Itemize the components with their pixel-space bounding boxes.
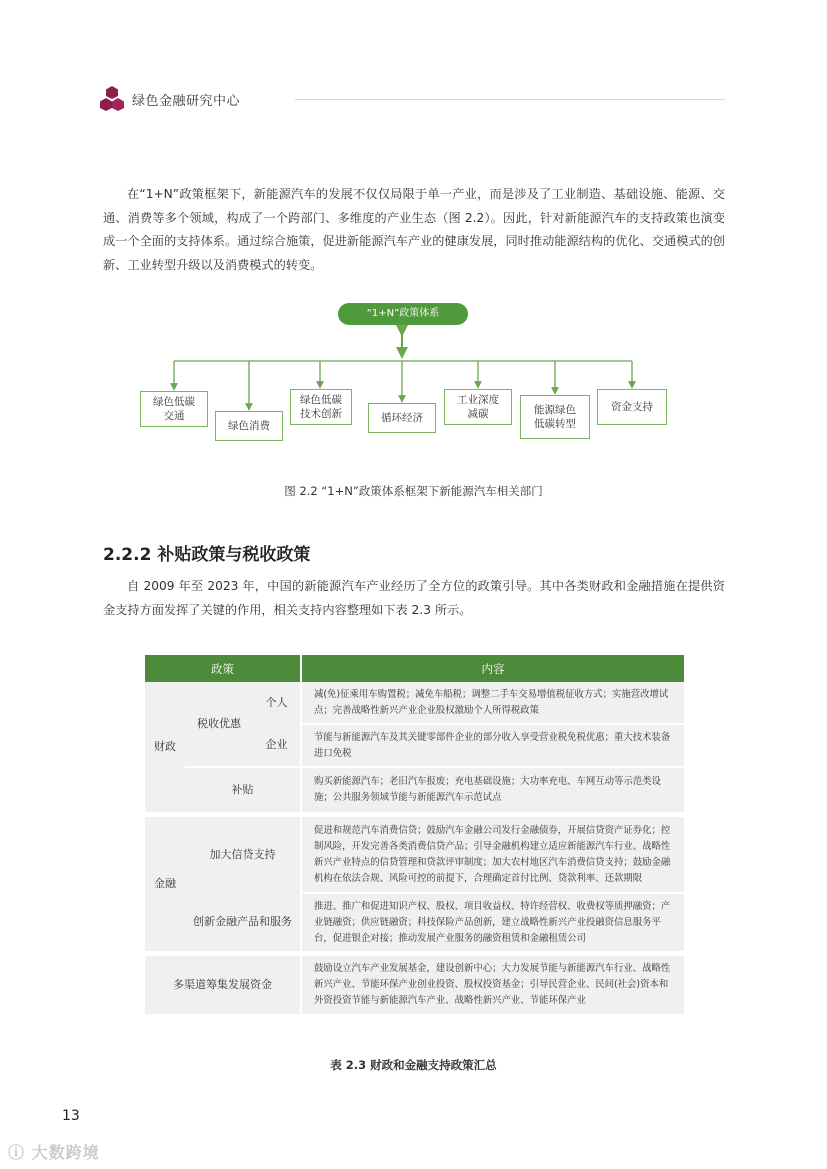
text-subsidy: 购买新能源汽车；老旧汽车报废；充电基础设施；大功率充电、车网互动等示范类设施；公共服务领域节能与新能源汽车示范试点 [301, 767, 684, 812]
header-rule [295, 99, 725, 100]
policy-diagram [130, 295, 670, 445]
section-paragraph: 自 2009 年至 2023 年，中国的新能源汽车产业经历了全方位的政策引导。其中各类财政和金融措施在提供资金支持方面发挥了关键的作用，相关支持内容整理如下表 2.3 所示。 [103, 579, 725, 617]
label-finance: 金融 [145, 817, 185, 951]
label-fiscal: 财政 [145, 682, 185, 812]
center-logo [100, 86, 124, 112]
label-credit-support: 加大信贷支持 [185, 817, 301, 893]
org-name: 绿色金融研究中心 [132, 94, 241, 109]
node-energy-transition: 能源绿色 低碳转型 [520, 395, 590, 439]
node-green-consumption: 绿色消费 [215, 411, 283, 441]
watermark-text: 大数跨境 [31, 1143, 100, 1162]
figure-caption: 图 2.2 “1+N”政策体系框架下新能源汽车相关部门 [284, 484, 543, 498]
node-tech-innovation: 绿色低碳 技术创新 [290, 389, 352, 425]
label-tax-preference: 税收优惠 [185, 682, 253, 767]
text-individual: 减(免)征乘用车购置税；减免车船税；调整二手车交易增值税征收方式；实施营改增试点；完善战略性新兴产业企业股权激励个人所得税政策 [301, 682, 684, 724]
label-subsidy: 补贴 [185, 767, 301, 812]
node-green-transport: 绿色低碳 交通 [140, 391, 208, 427]
intro-paragraph: 在“1+N”政策框架下，新能源汽车的发展不仅仅局限于单一产业，而是涉及了工业制造、基础设施、能源、交通、消费等多个领域，构成了一个跨部门、多维度的产业生态（图 2.2）。因此，针对新能源汽车的支持政策也演变成一个全面的支持体系。通过综合施策，促进新能源汽车产业的健康发展，同时推动能源结构的优化、交通模式的创新、工业转型升级以及消费模式的转变。 [103, 187, 725, 272]
watermark: ⓘ 大数跨境 [8, 1143, 100, 1162]
node-funding-support: 资金支持 [597, 389, 667, 425]
text-multi-channel: 鼓励设立汽车产业发展基金，建设创新中心；大力发展节能与新能源汽车行业、战略性新兴产业、节能环保产业创业投资、股权投资基金；引导民营企业、民间(社会)资本和外资投资节能与新能源汽车产业、战略性新兴产业、节能环保产业 [301, 956, 684, 1014]
node-industrial-decarbon: 工业深度 减碳 [444, 389, 512, 425]
node-circular-economy: 循环经济 [368, 403, 436, 433]
label-innovation-products: 创新金融产品和服务 [185, 893, 301, 951]
label-enterprise: 企业 [253, 724, 301, 767]
policy-table [145, 655, 684, 1014]
header-content: 内容 [301, 655, 684, 682]
text-credit-support: 促进和规范汽车消费信贷；鼓励汽车金融公司发行金融债券，开展信贷资产证券化；控制风险，开发完善各类消费信贷产品；引导金融机构建立适应新能源汽车行业、战略性新兴产业特点的信贷管理和贷款评审制度；加大农村地区汽车消费信贷支持；鼓励金融机构在依法合规、风险可控的前提下，合理确定首付比例、贷款利率、还款期限 [301, 817, 684, 893]
header-policy: 政策 [145, 655, 301, 682]
diagram-root: “1+N”政策体系 [338, 303, 468, 325]
table-caption: 表 2.3 财政和金融支持政策汇总 [330, 1058, 497, 1072]
text-enterprise: 节能与新能源汽车及其关键零部件企业的部分收入享受营业税免税优惠；重大技术装备进口免税 [301, 724, 684, 767]
text-innovation-products: 推进、推广和促进知识产权、股权、项目收益权、特许经营权、收费权等质押融资；产业链融资；供应链融资；科技保险产品创新，建立战略性新兴产业投融资信息服务平台，促进银企对接；推动发展产业服务的融资租赁和金融租赁公司 [301, 893, 684, 951]
page-number: 13 [62, 1108, 80, 1124]
label-individual: 个人 [253, 682, 301, 724]
label-multi-channel: 多渠道筹集发展资金 [145, 956, 301, 1014]
section-title: 2.2.2 补贴政策与税收政策 [103, 545, 311, 565]
